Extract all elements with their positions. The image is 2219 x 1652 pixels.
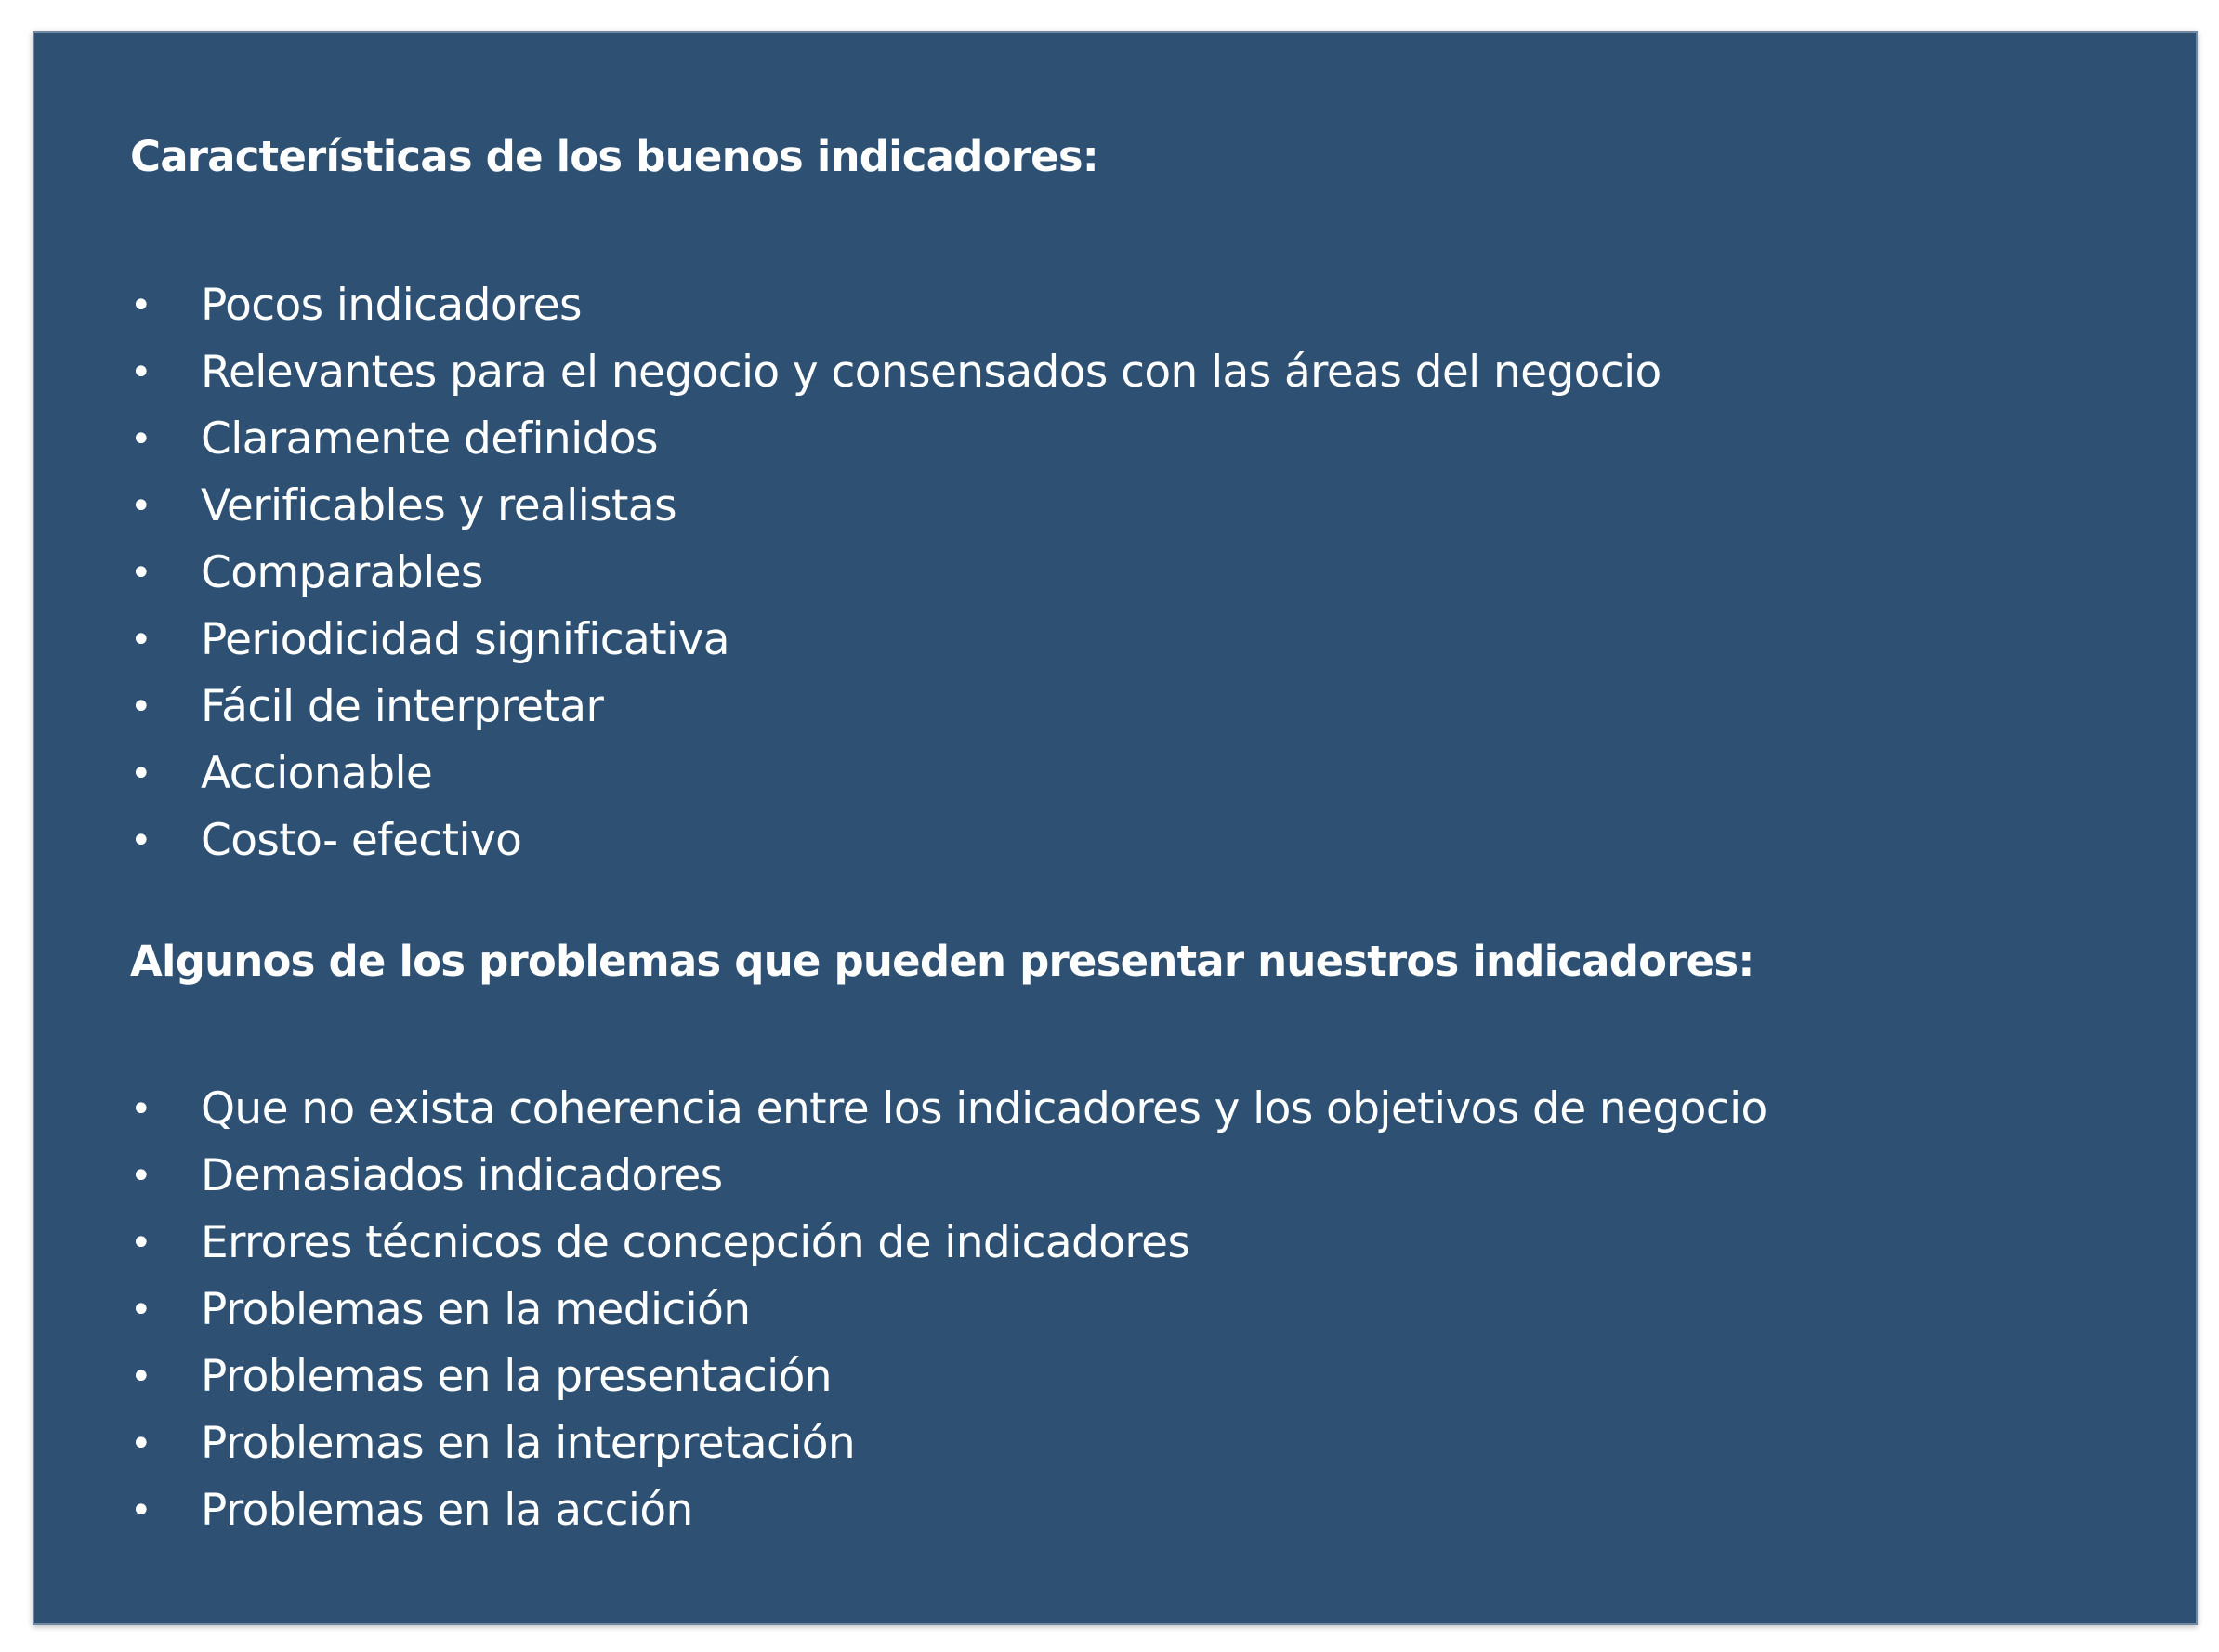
bullet-icon: • [130, 485, 151, 528]
bullet-icon: • [130, 1155, 151, 1198]
list-item-text: Periodicidad significativa [201, 614, 729, 665]
bullet-icon: • [130, 686, 151, 728]
list-item-text: Problemas en la medición [201, 1284, 751, 1335]
list-item-text: Que no exista coherencia entre los indicadores y los objetivos de negocio [201, 1083, 1767, 1134]
info-panel [33, 31, 2198, 1625]
list-item-text: Verificables y realistas [201, 480, 676, 531]
list-item-text: Problemas en la presentación [201, 1351, 832, 1402]
bullet-icon: • [130, 351, 151, 394]
bullet-icon: • [130, 418, 151, 461]
bullet-icon: • [130, 1222, 151, 1265]
list-item-text: Problemas en la acción [201, 1485, 693, 1536]
bullet-icon: • [130, 284, 151, 327]
bullet-icon: • [130, 1356, 151, 1398]
good-indicators-heading: Características de los buenos indicadores: [130, 132, 1099, 181]
bullet-icon: • [130, 1289, 151, 1331]
list-item-text: Errores técnicos de concepción de indicadores [201, 1217, 1190, 1268]
list-item-text: Relevantes para el negocio y consensados con las áreas del negocio [201, 347, 1661, 398]
list-item-text: Fácil de interpretar [201, 681, 604, 732]
list-item-text: Problemas en la interpretación [201, 1418, 856, 1469]
bullet-icon: • [130, 819, 151, 862]
list-item-text: Costo- efectivo [201, 815, 522, 866]
list-item-text: Comparables [201, 547, 483, 598]
list-item-text: Accionable [201, 748, 433, 799]
bullet-icon: • [130, 1489, 151, 1532]
list-item-text: Pocos indicadores [201, 280, 582, 331]
bullet-icon: • [130, 753, 151, 795]
bullet-icon: • [130, 552, 151, 595]
list-item-text: Demasiados indicadores [201, 1150, 723, 1201]
bullet-icon: • [130, 1423, 151, 1465]
list-item-text: Claramente definidos [201, 413, 658, 465]
bullet-icon: • [130, 619, 151, 662]
problems-heading: Algunos de los problemas que pueden presentar nuestros indicadores: [130, 937, 1754, 986]
bullet-icon: • [130, 1088, 151, 1131]
